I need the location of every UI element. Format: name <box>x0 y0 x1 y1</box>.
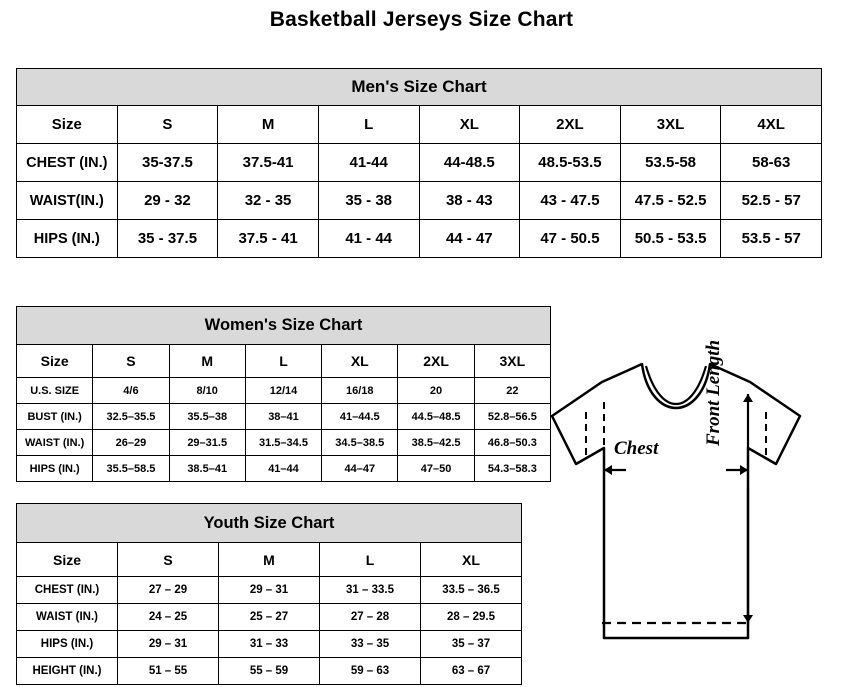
womens-value-cell: 52.8–56.5 <box>474 404 550 430</box>
womens-value-cell: 38–41 <box>245 404 321 430</box>
table-row <box>17 220 822 258</box>
youth-value-cell: 24 – 25 <box>118 604 219 631</box>
youth-value-cell: 33.5 – 36.5 <box>421 577 522 604</box>
womens-value-cell: 38.5–41 <box>169 456 245 482</box>
youth-value-cell: 59 – 63 <box>320 658 421 685</box>
womens-value-cell: 34.5–38.5 <box>322 430 398 456</box>
womens-value-cell: 20 <box>398 378 474 404</box>
womens-value-cell: 46.8–50.3 <box>474 430 550 456</box>
mens-header-2xl: 2XL <box>520 106 621 144</box>
youth-header-size: Size <box>17 543 118 577</box>
mens-value-cell: 53.5-58 <box>620 144 721 182</box>
womens-row-label: BUST (IN.) <box>17 404 93 430</box>
youth-size-chart <box>16 503 522 685</box>
chest-measure-label: Chest <box>614 438 659 459</box>
mens-header-size: Size <box>17 106 118 144</box>
womens-header-2xl: 2XL <box>398 345 474 378</box>
mens-value-cell: 41 - 44 <box>318 220 419 258</box>
womens-header-s: S <box>93 345 169 378</box>
womens-value-cell: 29–31.5 <box>169 430 245 456</box>
womens-value-cell: 22 <box>474 378 550 404</box>
womens-value-cell: 47–50 <box>398 456 474 482</box>
youth-row-label: HEIGHT (IN.) <box>17 658 118 685</box>
mens-value-cell: 58-63 <box>721 144 822 182</box>
youth-value-cell: 55 – 59 <box>219 658 320 685</box>
mens-caption-row <box>17 69 822 106</box>
shirt-measurement-diagram <box>530 338 830 668</box>
womens-header-l: L <box>245 345 321 378</box>
womens-header-m: M <box>169 345 245 378</box>
womens-value-cell: 35.5–38 <box>169 404 245 430</box>
table-row <box>17 144 822 182</box>
mens-header-l: L <box>318 106 419 144</box>
table-row <box>17 604 522 631</box>
mens-value-cell: 53.5 - 57 <box>721 220 822 258</box>
table-row <box>17 631 522 658</box>
mens-value-cell: 41-44 <box>318 144 419 182</box>
youth-value-cell: 28 – 29.5 <box>421 604 522 631</box>
youth-value-cell: 29 – 31 <box>118 631 219 658</box>
mens-header-m: M <box>218 106 319 144</box>
mens-table-body <box>17 69 822 258</box>
mens-value-cell: 47.5 - 52.5 <box>620 182 721 220</box>
mens-value-cell: 44-48.5 <box>419 144 520 182</box>
mens-value-cell: 35-37.5 <box>117 144 218 182</box>
t-shirt-outline-icon <box>530 338 830 668</box>
mens-header-row <box>17 106 822 144</box>
womens-header-size: Size <box>17 345 93 378</box>
mens-value-cell: 52.5 - 57 <box>721 182 822 220</box>
youth-value-cell: 29 – 31 <box>219 577 320 604</box>
front-length-measure-label: Front Length <box>703 339 724 446</box>
mens-value-cell: 35 - 37.5 <box>117 220 218 258</box>
womens-value-cell: 44.5–48.5 <box>398 404 474 430</box>
womens-value-cell: 32.5–35.5 <box>93 404 169 430</box>
mens-header-xl: XL <box>419 106 520 144</box>
mens-value-cell: 29 - 32 <box>117 182 218 220</box>
youth-header-m: M <box>219 543 320 577</box>
mens-value-cell: 50.5 - 53.5 <box>620 220 721 258</box>
womens-value-cell: 35.5–58.5 <box>93 456 169 482</box>
womens-header-3xl: 3XL <box>474 345 550 378</box>
youth-header-row <box>17 543 522 577</box>
youth-chart-title: Youth Size Chart <box>17 504 522 543</box>
table-row <box>17 378 551 404</box>
womens-value-cell: 41–44 <box>245 456 321 482</box>
womens-value-cell: 54.3–58.3 <box>474 456 550 482</box>
womens-value-cell: 8/10 <box>169 378 245 404</box>
womens-value-cell: 41–44.5 <box>322 404 398 430</box>
womens-row-label: HIPS (IN.) <box>17 456 93 482</box>
mens-value-cell: 47 - 50.5 <box>520 220 621 258</box>
table-row <box>17 658 522 685</box>
womens-size-table <box>16 306 551 482</box>
womens-value-cell: 31.5–34.5 <box>245 430 321 456</box>
womens-row-label: U.S. SIZE <box>17 378 93 404</box>
womens-value-cell: 26–29 <box>93 430 169 456</box>
youth-table-body <box>17 504 522 685</box>
youth-value-cell: 27 – 29 <box>118 577 219 604</box>
mens-chart-title: Men's Size Chart <box>17 69 822 106</box>
youth-value-cell: 27 – 28 <box>320 604 421 631</box>
womens-value-cell: 44–47 <box>322 456 398 482</box>
mens-value-cell: 32 - 35 <box>218 182 319 220</box>
womens-value-cell: 16/18 <box>322 378 398 404</box>
table-row <box>17 577 522 604</box>
mens-value-cell: 37.5-41 <box>218 144 319 182</box>
table-row <box>17 430 551 456</box>
mens-value-cell: 48.5-53.5 <box>520 144 621 182</box>
womens-header-row <box>17 345 551 378</box>
mens-size-chart <box>16 68 822 258</box>
page-title: Basketball Jerseys Size Chart <box>269 8 574 31</box>
youth-header-xl: XL <box>421 543 522 577</box>
youth-value-cell: 33 – 35 <box>320 631 421 658</box>
mens-size-table <box>16 68 822 258</box>
mens-header-3xl: 3XL <box>620 106 721 144</box>
youth-value-cell: 63 – 67 <box>421 658 522 685</box>
womens-value-cell: 4/6 <box>93 378 169 404</box>
mens-row-label: WAIST(IN.) <box>17 182 118 220</box>
mens-value-cell: 44 - 47 <box>419 220 520 258</box>
mens-header-s: S <box>117 106 218 144</box>
youth-size-table <box>16 503 522 685</box>
youth-header-l: L <box>320 543 421 577</box>
womens-chart-title: Women's Size Chart <box>17 307 551 345</box>
youth-row-label: CHEST (IN.) <box>17 577 118 604</box>
youth-row-label: HIPS (IN.) <box>17 631 118 658</box>
mens-row-label: CHEST (IN.) <box>17 144 118 182</box>
youth-header-s: S <box>118 543 219 577</box>
mens-value-cell: 43 - 47.5 <box>520 182 621 220</box>
youth-value-cell: 35 – 37 <box>421 631 522 658</box>
womens-table-body <box>17 307 551 482</box>
table-row <box>17 182 822 220</box>
youth-value-cell: 25 – 27 <box>219 604 320 631</box>
table-row <box>17 456 551 482</box>
womens-size-chart <box>16 306 551 482</box>
womens-row-label: WAIST (IN.) <box>17 430 93 456</box>
womens-value-cell: 12/14 <box>245 378 321 404</box>
mens-value-cell: 37.5 - 41 <box>218 220 319 258</box>
mens-value-cell: 35 - 38 <box>318 182 419 220</box>
mens-row-label: HIPS (IN.) <box>17 220 118 258</box>
youth-value-cell: 51 – 55 <box>118 658 219 685</box>
mens-header-4xl: 4XL <box>721 106 822 144</box>
youth-row-label: WAIST (IN.) <box>17 604 118 631</box>
youth-caption-row <box>17 504 522 543</box>
mens-value-cell: 38 - 43 <box>419 182 520 220</box>
youth-value-cell: 31 – 33.5 <box>320 577 421 604</box>
womens-caption-row <box>17 307 551 345</box>
youth-value-cell: 31 – 33 <box>219 631 320 658</box>
womens-header-xl: XL <box>322 345 398 378</box>
womens-value-cell: 38.5–42.5 <box>398 430 474 456</box>
table-row <box>17 404 551 430</box>
